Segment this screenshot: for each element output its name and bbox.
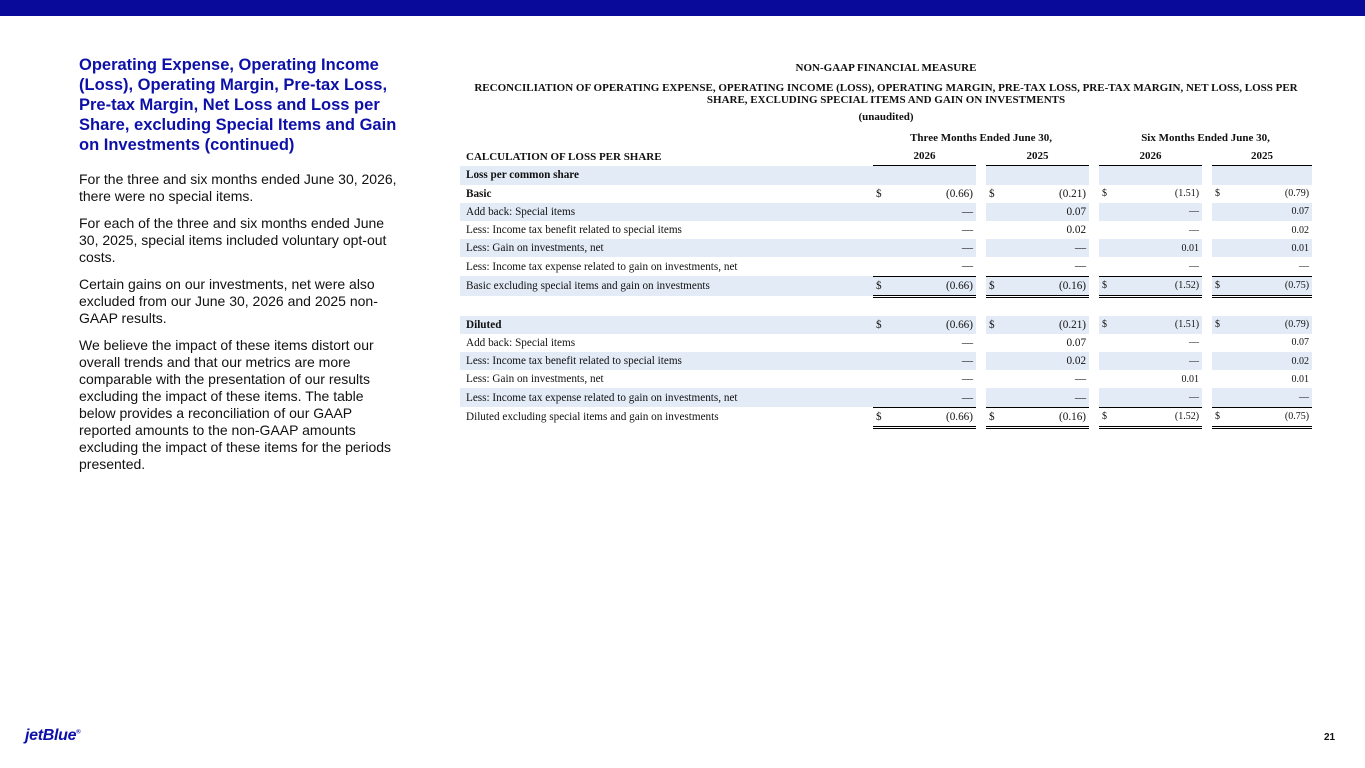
value-6m-2026: — bbox=[1114, 352, 1202, 370]
value-6m-2026: — bbox=[1189, 224, 1200, 236]
row-label: Less: Income tax benefit related to special items bbox=[460, 352, 873, 370]
value-6m-2025: (0.79) bbox=[1227, 316, 1312, 334]
reconciliation-panel bbox=[460, 62, 1312, 429]
value-6m-2026: (1.52) bbox=[1114, 276, 1202, 296]
table-row-diluted-special bbox=[460, 334, 1312, 352]
currency-symbol: $ bbox=[1215, 188, 1221, 200]
currency-symbol: $ bbox=[986, 316, 1001, 334]
value-6m-2026: — bbox=[1189, 337, 1200, 349]
year-6m-2025: 2025 bbox=[1212, 147, 1312, 166]
logo-wordmark: jetBlue bbox=[25, 727, 77, 744]
currency-symbol: $ bbox=[1212, 407, 1227, 427]
value-6m-2025: (0.75) bbox=[1227, 407, 1312, 427]
value-3m-2026: — bbox=[961, 373, 973, 386]
value-6m-2025: 0.07 bbox=[1291, 337, 1310, 349]
currency-symbol: $ bbox=[1212, 276, 1227, 296]
group-three-months: Three Months Ended June 30, bbox=[910, 132, 1052, 145]
value-3m-2025: (0.16) bbox=[1001, 407, 1089, 427]
currency-symbol: $ bbox=[989, 187, 995, 200]
value-3m-2026: (0.66) bbox=[945, 187, 973, 200]
currency-symbol: $ bbox=[1099, 316, 1114, 334]
table-row-basic-tax-special bbox=[460, 221, 1312, 239]
value-3m-2025: 0.07 bbox=[1066, 336, 1087, 349]
value-3m-2026: — bbox=[888, 352, 976, 370]
value-3m-2025: — bbox=[1001, 388, 1089, 407]
spacer-row bbox=[460, 296, 1312, 316]
currency-symbol: $ bbox=[1102, 188, 1108, 200]
value-3m-2025: (0.16) bbox=[1001, 276, 1089, 296]
currency-symbol: $ bbox=[1099, 407, 1114, 427]
value-3m-2025: — bbox=[1001, 239, 1089, 257]
group-six-months: Six Months Ended June 30, bbox=[1141, 132, 1270, 145]
value-6m-2026: — bbox=[1189, 260, 1200, 272]
value-6m-2026: (1.51) bbox=[1174, 188, 1200, 200]
year-3m-2025: 2025 bbox=[986, 147, 1089, 166]
value-6m-2025: (0.79) bbox=[1284, 188, 1310, 200]
section-title: Operating Expense, Operating Income (Loss), Operating Margin, Pre-tax Loss, Pre-tax Margin, Net Loss and Loss per Share, excluding Special Items and Gain on Investments (continued) bbox=[79, 56, 397, 154]
value-6m-2026: — bbox=[1114, 203, 1202, 221]
section-label: Loss per common share bbox=[460, 166, 873, 185]
value-6m-2025: 0.02 bbox=[1291, 224, 1310, 236]
value-3m-2026: — bbox=[961, 224, 973, 237]
value-3m-2026: (0.66) bbox=[888, 316, 976, 334]
table-heading-measure: NON-GAAP FINANCIAL MEASURE bbox=[795, 62, 977, 74]
value-3m-2026: — bbox=[888, 388, 976, 407]
table-row-basic bbox=[460, 185, 1312, 203]
year-3m-2026: 2026 bbox=[873, 147, 976, 166]
loss-per-share-table bbox=[460, 129, 1312, 429]
year-header-row bbox=[460, 147, 1312, 166]
table-row-basic-tax-gain bbox=[460, 257, 1312, 276]
value-3m-2026: — bbox=[888, 203, 976, 221]
value-6m-2026: — bbox=[1114, 388, 1202, 407]
value-6m-2025: (0.75) bbox=[1227, 276, 1312, 296]
currency-symbol: $ bbox=[873, 316, 888, 334]
row-label: Less: Gain on investments, net bbox=[460, 239, 873, 257]
paragraph-2: For each of the three and six months ended June 30, 2025, special items included voluntary opt-out costs. bbox=[79, 215, 387, 265]
table-row-diluted-tax-special bbox=[460, 352, 1312, 370]
row-label: Add back: Special items bbox=[466, 336, 576, 349]
table-heading-reconciliation: RECONCILIATION OF OPERATING EXPENSE, OPERATING INCOME (LOSS), OPERATING MARGIN, PRE-TAX LOSS, PRE-TAX MARGIN, NET LOSS, LOSS PER SHARE, EXCLUDING SPECIAL ITEMS AND GAIN ON INVESTMENTS bbox=[474, 82, 1298, 106]
row-label: Basic excluding special items and gain on investments bbox=[460, 276, 873, 296]
value-3m-2025: 0.07 bbox=[1001, 203, 1089, 221]
table-heading-unaudited: (unaudited) bbox=[858, 111, 914, 123]
sidebar-commentary bbox=[79, 55, 399, 483]
value-6m-2025: 0.02 bbox=[1227, 352, 1312, 370]
value-6m-2026: (1.52) bbox=[1114, 407, 1202, 427]
value-3m-2025: (0.21) bbox=[1001, 316, 1089, 334]
currency-symbol: $ bbox=[876, 187, 882, 200]
table-row-basic-special bbox=[460, 203, 1312, 221]
value-3m-2025: 0.02 bbox=[1001, 352, 1089, 370]
value-6m-2025: — bbox=[1299, 260, 1310, 272]
group-header-row bbox=[460, 129, 1312, 147]
paragraph-3: Certain gains on our investments, net were also excluded from our June 30, 2026 and 2025 non-GAAP results. bbox=[79, 276, 378, 326]
paragraph-1: For the three and six months ended June 30, 2026, there were no special items. bbox=[79, 171, 397, 204]
table-row-diluted-total bbox=[460, 407, 1312, 427]
page-number: 21 bbox=[1324, 732, 1336, 743]
currency-symbol: $ bbox=[1212, 316, 1227, 334]
row-label: Less: Income tax benefit related to special items bbox=[466, 224, 682, 237]
table-row-diluted bbox=[460, 316, 1312, 334]
value-3m-2026: — bbox=[888, 239, 976, 257]
currency-symbol: $ bbox=[873, 276, 888, 296]
registered-mark: ® bbox=[76, 729, 81, 736]
jetblue-logo bbox=[25, 727, 80, 745]
currency-symbol: $ bbox=[873, 407, 888, 427]
value-6m-2025: 0.01 bbox=[1291, 373, 1310, 385]
value-6m-2026: 0.01 bbox=[1114, 239, 1202, 257]
currency-symbol: $ bbox=[986, 276, 1001, 296]
value-6m-2025: 0.07 bbox=[1227, 203, 1312, 221]
value-3m-2025: 0.02 bbox=[1066, 224, 1087, 237]
table-row-diluted-gain bbox=[460, 370, 1312, 388]
row-label: Less: Gain on investments, net bbox=[466, 373, 604, 386]
value-6m-2025: — bbox=[1227, 388, 1312, 407]
paragraph-4: We believe the impact of these items distort our overall trends and that our metrics are more comparable with the presentation of our results excluding the impact of these items. The table below provides a reconciliation of our GAAP reported amounts to the non-GAAP amounts excluding the impact of these items for the periods presented. bbox=[79, 337, 392, 472]
value-6m-2026: 0.01 bbox=[1181, 373, 1200, 385]
row-label: Diluted bbox=[460, 316, 873, 334]
value-3m-2026: — bbox=[961, 336, 973, 349]
value-3m-2026: — bbox=[961, 260, 973, 273]
section-row bbox=[460, 166, 1312, 185]
table-caption: CALCULATION OF LOSS PER SHARE bbox=[466, 150, 662, 163]
row-label: Add back: Special items bbox=[460, 203, 873, 221]
currency-symbol: $ bbox=[986, 407, 1001, 427]
top-brand-bar bbox=[0, 0, 1365, 16]
year-6m-2026: 2026 bbox=[1099, 147, 1202, 166]
value-3m-2026: (0.66) bbox=[888, 407, 976, 427]
row-label: Less: Income tax expense related to gain on investments, net bbox=[460, 388, 873, 407]
currency-symbol: $ bbox=[1099, 276, 1114, 296]
value-3m-2025: — bbox=[1074, 373, 1087, 386]
row-label: Basic bbox=[466, 187, 492, 200]
table-row-basic-total bbox=[460, 276, 1312, 296]
value-3m-2025: (0.21) bbox=[1059, 187, 1087, 200]
value-6m-2026: (1.51) bbox=[1114, 316, 1202, 334]
row-label: Less: Income tax expense related to gain on investments, net bbox=[466, 260, 738, 273]
table-row-basic-gain bbox=[460, 239, 1312, 257]
row-label: Diluted excluding special items and gain on investments bbox=[466, 411, 719, 424]
value-3m-2025: — bbox=[1074, 260, 1087, 273]
value-3m-2026: (0.66) bbox=[888, 276, 976, 296]
value-6m-2025: 0.01 bbox=[1227, 239, 1312, 257]
table-row-diluted-tax-gain bbox=[460, 388, 1312, 407]
